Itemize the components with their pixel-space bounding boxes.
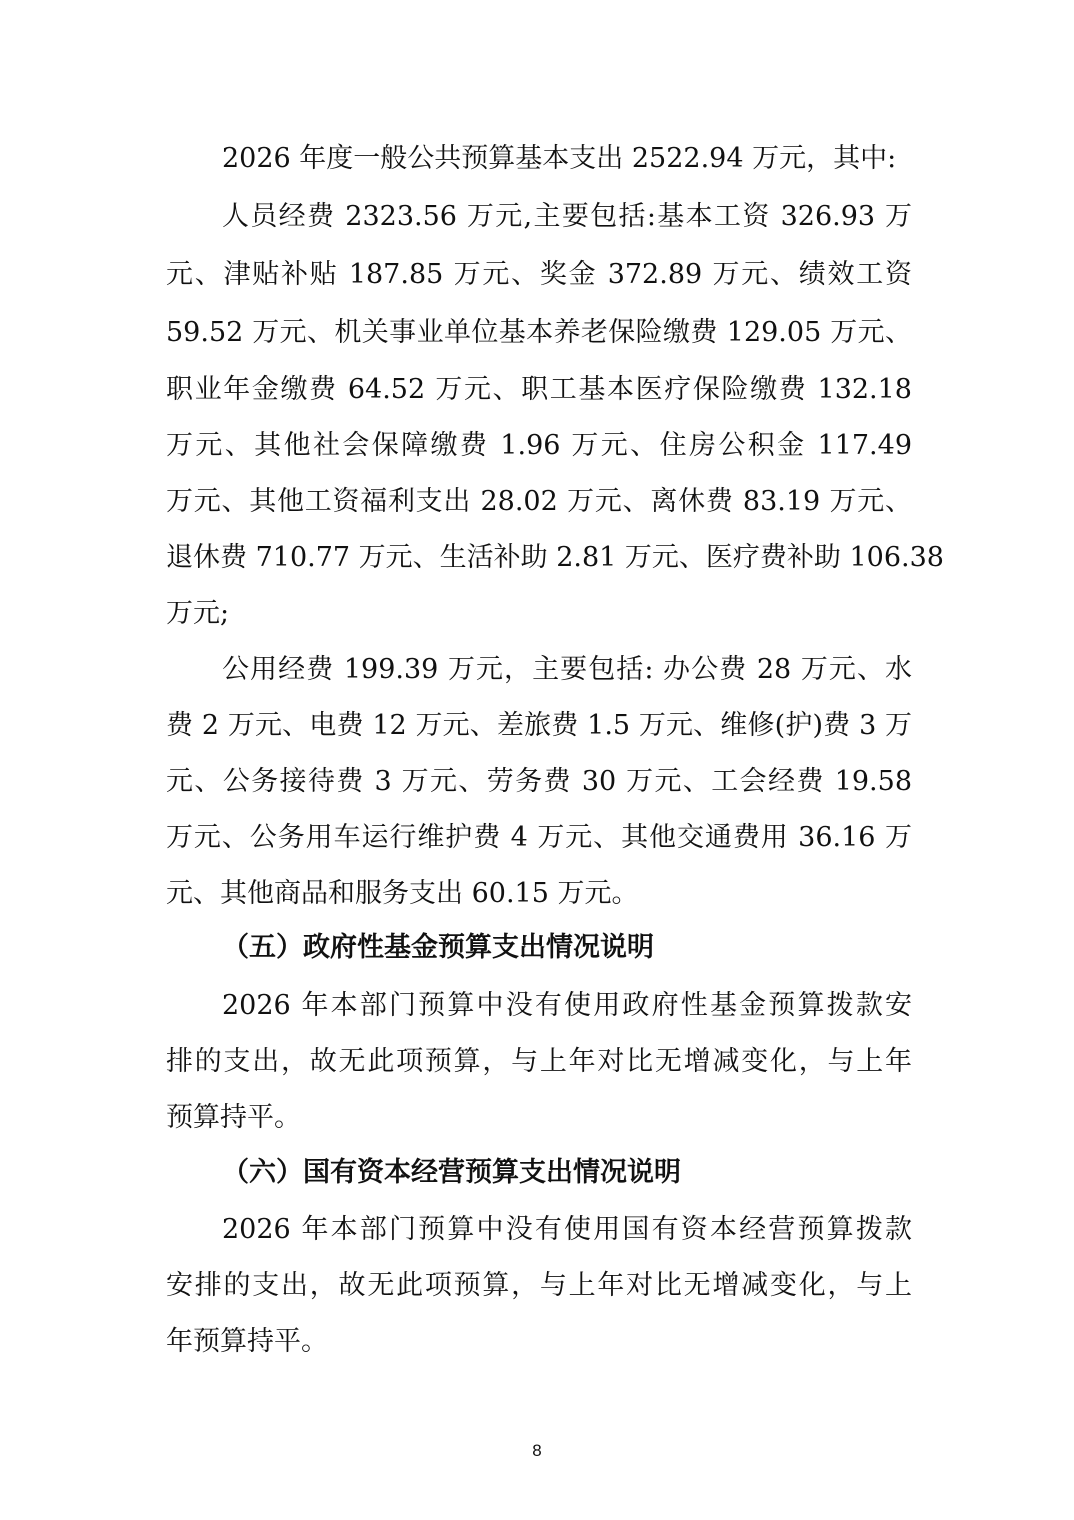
paragraph-line: 2026 年本部门预算中没有使用政府性基金预算拨款安 <box>222 990 912 1021</box>
paragraph-line: 59.52 万元、机关事业单位基本养老保险缴费 129.05 万元、 <box>166 317 912 348</box>
paragraph-line: 元、津贴补贴 187.85 万元、奖金 372.89 万元、绩效工资 <box>166 259 912 290</box>
section-heading: （六）国有资本经营预算支出情况说明 <box>222 1157 681 1188</box>
paragraph-line: 万元、其他工资福利支出 28.02 万元、离休费 83.19 万元、 <box>166 486 912 517</box>
paragraph-line: 费 2 万元、电费 12 万元、差旅费 1.5 万元、维修(护)费 3 万 <box>166 710 912 741</box>
page-number: 8 <box>532 1441 542 1460</box>
paragraph-line: 预算持平。 <box>166 1102 301 1133</box>
paragraph-line: 2026 年本部门预算中没有使用国有资本经营预算拨款 <box>222 1214 912 1245</box>
paragraph-line: 职业年金缴费 64.52 万元、职工基本医疗保险缴费 132.18 <box>166 374 912 405</box>
paragraph-line: 万元; <box>166 598 230 629</box>
paragraph-line: 2026 年度一般公共预算基本支出 2522.94 万元，其中: <box>222 143 897 174</box>
paragraph-line: 排的支出，故无此项预算，与上年对比无增减变化，与上年 <box>166 1046 912 1077</box>
paragraph-line: 退休费 710.77 万元、生活补助 2.81 万元、医疗费补助 106.38 <box>166 542 944 573</box>
section-heading: （五）政府性基金预算支出情况说明 <box>222 932 654 963</box>
paragraph-line: 人员经费 2323.56 万元,主要包括:基本工资 326.93 万 <box>222 201 912 232</box>
paragraph-line: 安排的支出，故无此项预算，与上年对比无增减变化，与上 <box>166 1270 912 1301</box>
paragraph-line: 元、其他商品和服务支出 60.15 万元。 <box>166 878 639 909</box>
paragraph-line: 万元、公务用车运行维护费 4 万元、其他交通费用 36.16 万 <box>166 822 912 853</box>
paragraph-line: 年预算持平。 <box>166 1326 328 1357</box>
paragraph-line: 元、公务接待费 3 万元、劳务费 30 万元、工会经费 19.58 <box>166 766 912 797</box>
paragraph-line: 万元、其他社会保障缴费 1.96 万元、住房公积金 117.49 <box>166 430 912 461</box>
paragraph-line: 公用经费 199.39 万元，主要包括: 办公费 28 万元、水 <box>222 654 912 685</box>
